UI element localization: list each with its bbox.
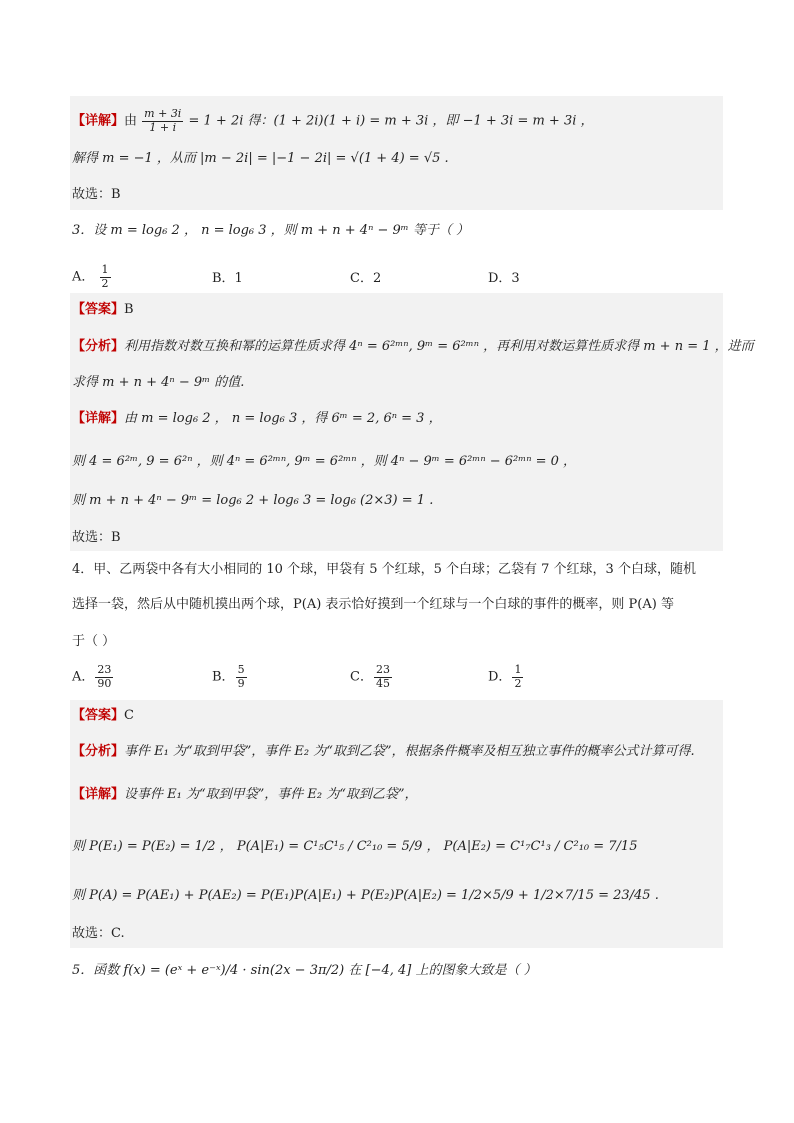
q4-option-d: D． $\frac{1}{2}$ xyxy=(488,663,522,690)
fraction: $\frac{23}{45}$ xyxy=(375,663,390,690)
q4-detail-2: 则 P(E₁) = P(E₂) = 1/2 ， P(A|E₁) = C¹₅C¹₅ / C²₁₀ = 5/9 ， P(A|E₂) = C¹₇C¹₃ / C²₁₀ = 7/15 xyxy=(72,839,638,854)
q4-detail-1: 【详解】设事件 E₁ 为“取到甲袋”，事件 E₂ 为“取到乙袋”， xyxy=(72,787,418,802)
q4-choice: 故选：C. xyxy=(72,926,125,941)
q4-stem-1: 4．甲、乙两袋中各有大小相同的 10 个球，甲袋有 5 个红球，5 个白球；乙袋有 7 个红球，3 个白球，随机 xyxy=(72,562,696,577)
q4-detail-3: 则 P(A) = P(AE₁) + P(AE₂) = P(E₁)P(A|E₁) + P(E₂)P(A|E₂) = 1/2×5/9 + 1/2×7/15 = 23/45 . xyxy=(72,888,659,903)
q5-stem: 5．函数 f(x) = (eˣ + e⁻ˣ)/4 · sin(2x − 3π/2) 在 [−4, 4] 上的图象大致是（ ） xyxy=(72,963,537,978)
detail-label: 【详解】 xyxy=(72,113,125,129)
q4-answer: 【答案】C xyxy=(72,708,134,723)
fraction: $\frac{5}{9}$ xyxy=(237,663,245,690)
q4-analysis: 【分析】事件 E₁ 为“取到甲袋”，事件 E₂ 为“取到乙袋”，根据条件概率及相互独立事件的概率公式计算可得. xyxy=(72,744,695,759)
q3-option-b: B．1 xyxy=(212,271,243,286)
q4-stem-2: 选择一袋，然后从中随机摸出两个球，P(A) 表示恰好摸到一个红球与一个白球的事件的概率，则 P(A) 等 xyxy=(72,597,674,612)
q3-analysis-2: 求得 m + n + 4ⁿ − 9ᵐ 的值. xyxy=(72,375,245,390)
q3-choice: 故选：B xyxy=(72,530,121,545)
q3-detail-2: 则 4 = 6²ᵐ, 9 = 6²ⁿ ，则 4ⁿ = 6²ᵐⁿ, 9ᵐ = 6²ᵐⁿ ，则 4ⁿ − 9ᵐ = 6²ᵐⁿ − 6²ᵐⁿ = 0 ， xyxy=(72,454,577,469)
fraction: $\frac{1}{2}$ xyxy=(514,663,522,690)
fraction: $\frac{m + 3i}{1 + i}$ xyxy=(144,107,182,134)
q4-option-c: C． $\frac{23}{45}$ xyxy=(350,663,390,690)
fraction: $\frac{1}{2}$ xyxy=(101,263,109,290)
q3-option-d: D．3 xyxy=(488,271,520,286)
q2-choice: 故选：B xyxy=(72,187,121,202)
q3-detail-1: 【详解】由 m = log₆ 2 ， n = log₆ 3 ，得 6ᵐ = 2, 6ⁿ = 3 ， xyxy=(72,411,442,426)
q3-analysis-1: 【分析】利用指数对数互换和幂的运算性质求得 4ⁿ = 6²ᵐⁿ, 9ᵐ = 6²ᵐⁿ ，再利用对数运算性质求得 m + n = 1 ，进而 xyxy=(72,339,754,354)
q3-detail-3: 则 m + n + 4ⁿ − 9ᵐ = log₆ 2 + log₆ 3 = log₆ (2×3) = 1 . xyxy=(72,493,434,508)
q4-option-b: B． $\frac{5}{9}$ xyxy=(212,663,245,690)
q4-stem-3: 于（ ） xyxy=(72,634,116,649)
q3-answer: 【答案】B xyxy=(72,302,134,317)
q3-option-c: C．2 xyxy=(350,271,382,286)
q3-option-a: A． $\frac{1}{2}$ xyxy=(72,263,109,290)
q3-stem: 3．设 m = log₆ 2 ， n = log₆ 3 ，则 m + n + 4ⁿ − 9ᵐ 等于（ ） xyxy=(72,223,470,238)
fraction: $\frac{23}{90}$ xyxy=(97,663,112,690)
q2-solve-line: 解得 m = −1 ，从而 |m − 2i| = |−1 − 2i| = √(1 + 4) = √5 . xyxy=(72,151,449,166)
q4-answer-band xyxy=(70,700,723,948)
q4-option-a: A． $\frac{23}{90}$ xyxy=(72,663,112,690)
q2-detail-line: 【详解】由 $\frac{m + 3i}{1 + i}$ = 1 + 2i 得：(1 + 2i)(1 + i) = m + 3i ，即 −1 + 3i = m + 3i ， xyxy=(72,107,594,134)
